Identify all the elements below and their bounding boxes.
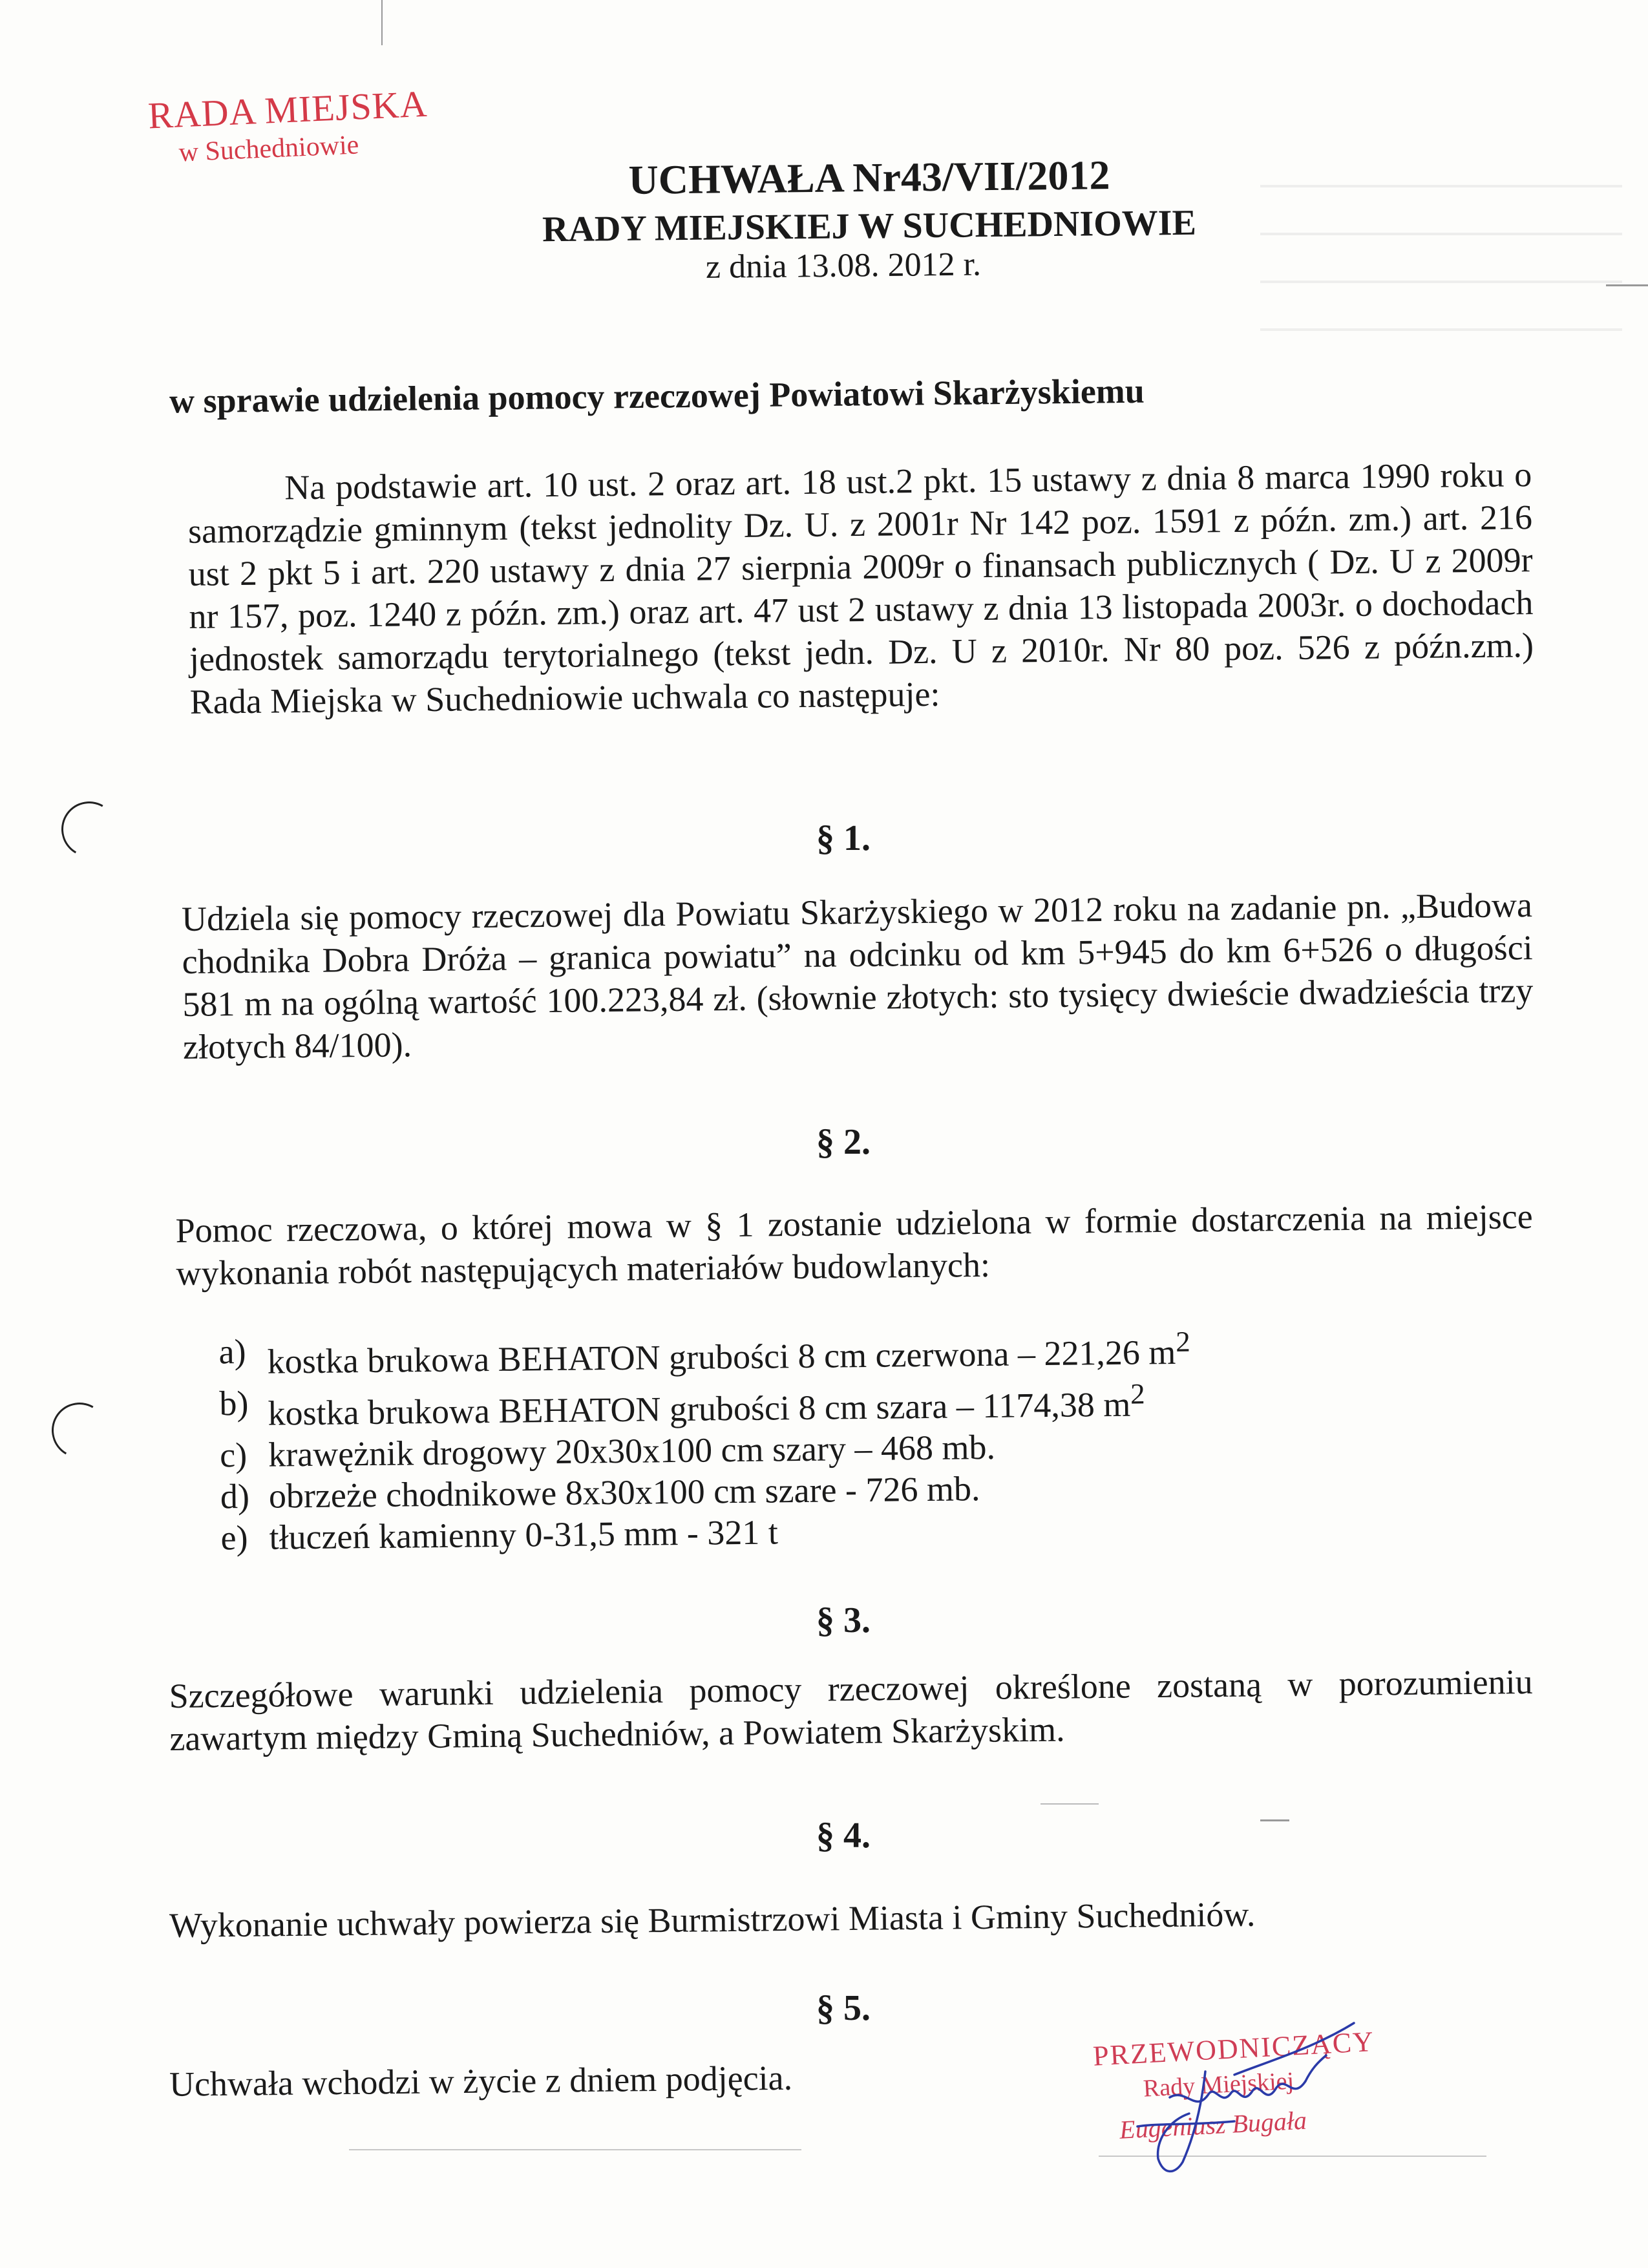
list-marker: d)	[220, 1476, 250, 1516]
chairman-stamp-body: Rady Miejskiej	[1142, 2067, 1294, 2103]
list-item-text: kostka brukowa BEHATON grubości 8 cm czerwona – 221,26 m	[267, 1332, 1176, 1381]
section-2-text: Pomoc rzeczowa, o której mowa w § 1 zostanie udzielona w formie dostarczenia na miejsce wykonania robót następujących materiałów budowlanych:	[175, 1197, 1533, 1293]
council-stamp	[147, 81, 461, 171]
scan-edge-mark	[381, 0, 383, 45]
list-marker: c)	[219, 1435, 248, 1475]
materials-list	[218, 1319, 1384, 1559]
council-stamp-line1: RADA MIEJSKA	[147, 82, 428, 137]
list-marker: e)	[220, 1518, 248, 1558]
section-1-heading: § 1.	[816, 818, 871, 858]
resolution-title: UCHWAŁA Nr43/VII/2012	[628, 152, 1110, 203]
chairman-stamp-name: Eugeniusz Bugała	[1119, 2105, 1307, 2145]
legal-basis-paragraph: Na podstawie art. 10 ust. 2 oraz art. 18 ust.2 pkt. 15 ustawy z dnia 8 marca 1990 roku o samorządzie gminnym (tekst jednolity Dz. U. z 2001r Nr 142 poz. 1591 z późn. zm.) art. 216 ust 2 pkt 5 i art. 220 ustawy z dnia 27 sierpnia 2009r o finansach publicznych ( Dz. U z 2009r nr 157, poz. 1240 z późn. zm.) oraz art. 47 ust 2 ustawy z dnia 13 listopada 2003r. o dochodach jednostek samorządu terytorialnego (tekst jedn. Dz. U z 2010r. Nr 80 poz. 526 z późn.zm.) Rada Miejska w Suchedniowie uchwala co następuje:	[187, 455, 1534, 721]
chairman-stamp-title: PRZEWODNICZĄCY	[1092, 2025, 1376, 2072]
unit-superscript: 2	[1175, 1325, 1190, 1358]
list-marker: b)	[219, 1383, 249, 1423]
faint-rule	[1041, 1803, 1099, 1805]
section-5-text: Uchwała wchodzi w życie z dniem podjęcia.	[169, 2058, 793, 2104]
list-item-text: tłuczeń kamienny 0-31,5 mm - 321 t	[269, 1512, 779, 1557]
unit-superscript: 2	[1130, 1377, 1145, 1410]
section-5-heading: § 5.	[816, 1988, 871, 2028]
resolution-subject: w sprawie udzielenia pomocy rzeczowej Powiatowi Skarżyskiemu	[169, 371, 1145, 421]
scan-edge-mark	[1606, 284, 1648, 286]
faint-rule	[1260, 1819, 1289, 1821]
section-3-heading: § 3.	[816, 1600, 871, 1640]
list-marker: a)	[218, 1331, 246, 1372]
section-1-text: Udziela się pomocy rzeczowej dla Powiatu Skarżyskiego w 2012 roku na zadanie pn. „Budowa chodnika Dobra Dróża – granica powiatu” na odcinku od km 5+945 do km 6+526 o długości 581 m na ogólną wartość 100.223,84 zł. (słownie złotych: sto tysięcy dwieście dwadzieścia trzy złotych 84/100).	[181, 885, 1534, 1066]
section-3-text: Szczegółowe warunki udzielenia pomocy rzeczowej określone zostaną w porozumieniu zawartym między Gminą Suchedniów, a Powiatem Skarżyskim.	[169, 1662, 1533, 1759]
list-item-text: krawężnik drogowy 20x30x100 cm szary – 468 mb.	[268, 1427, 996, 1474]
council-stamp-line2: w Suchedniowie	[178, 130, 360, 168]
section-4-heading: § 4.	[816, 1816, 871, 1856]
section-2-heading: § 2.	[816, 1122, 871, 1162]
list-item-text: kostka brukowa BEHATON grubości 8 cm szara – 1174,38 m	[268, 1384, 1131, 1433]
list-item-text: obrzeże chodnikowe 8x30x100 cm szare - 726 mb.	[268, 1469, 980, 1516]
resolution-subtitle: RADY MIEJSKIEJ W SUCHEDNIOWIE	[542, 202, 1197, 250]
faint-rule	[349, 2149, 801, 2150]
resolution-date: z dnia 13.08. 2012 r.	[705, 246, 982, 286]
section-4-text: Wykonanie uchwały powierza się Burmistrzowi Miasta i Gminy Suchedniów.	[169, 1894, 1256, 1945]
handwritten-signature	[1099, 2010, 1435, 2185]
punch-hole-mark	[45, 1396, 113, 1464]
